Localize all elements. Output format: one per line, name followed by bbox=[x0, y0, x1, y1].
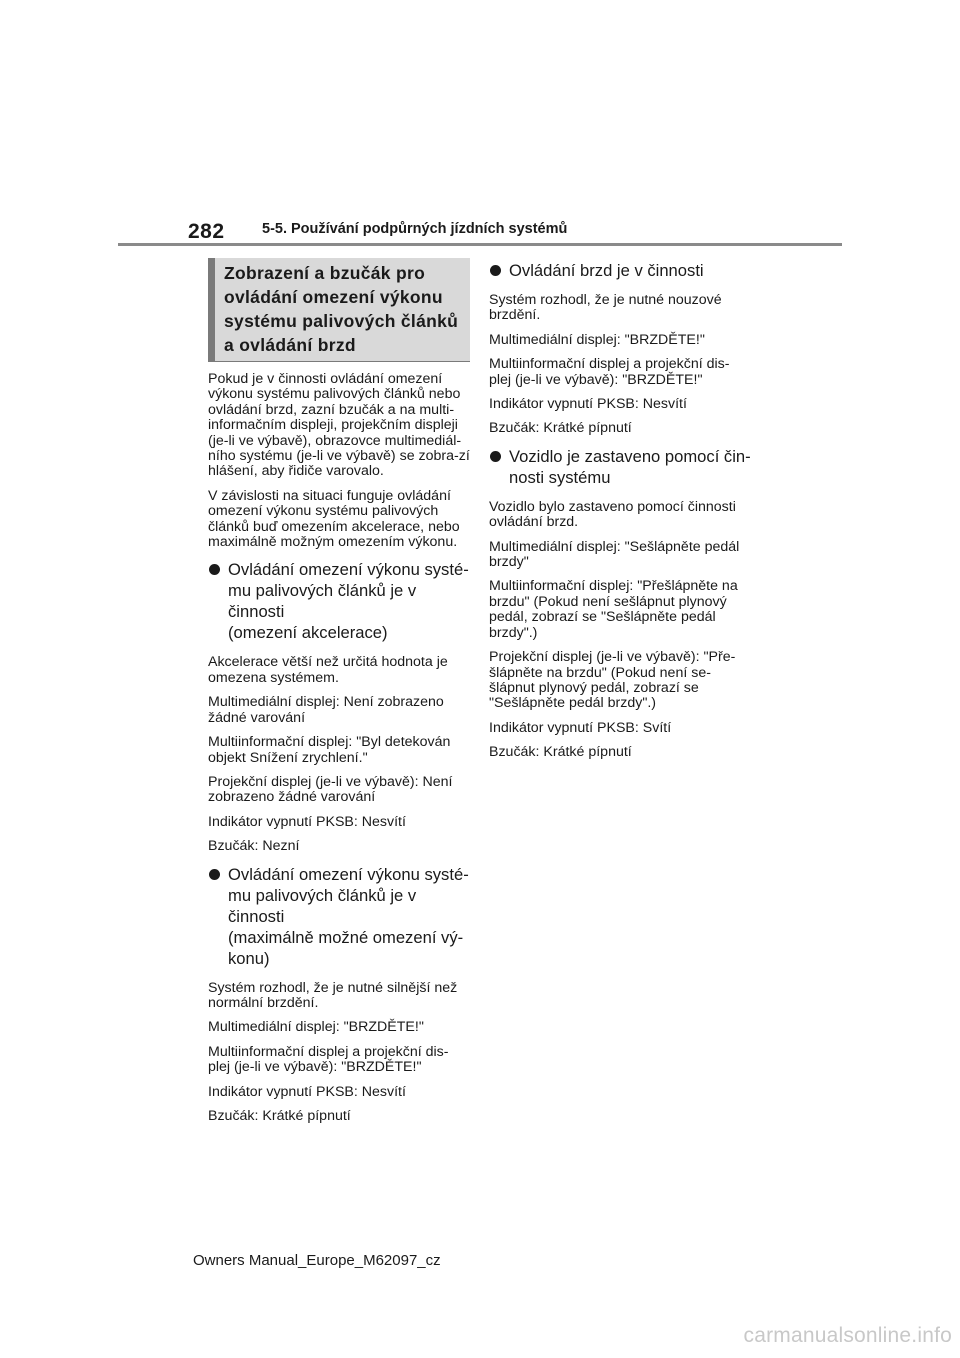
detail-line: Multimediální displej: Není zobrazeno žádné varování bbox=[208, 694, 444, 726]
bullet-dot-icon bbox=[490, 451, 501, 462]
bullet-heading-line: Ovládání omezení výkonu systé- bbox=[228, 560, 469, 580]
detail-line: Vozidlo bylo zastaveno pomocí činnosti ovládání brzd. bbox=[489, 498, 736, 531]
detail-line: Multiinformační displej a projekční dis-plej (je-li ve výbavě): "BRZDĚTE!" bbox=[489, 356, 730, 388]
detail-line: Indikátor vypnutí PKSB: Svítí bbox=[489, 719, 672, 736]
bullet-heading-vehicle-stopped bbox=[489, 446, 751, 488]
bullet-dot-icon bbox=[490, 265, 501, 276]
heading-line: systému palivových článků bbox=[224, 311, 459, 331]
bullet-heading-line: (omezení akcelerace) bbox=[228, 623, 388, 643]
heading-line: ovládání omezení výkonu bbox=[224, 287, 443, 307]
bullet-heading-line: mu palivových článků je v činnosti bbox=[228, 581, 417, 622]
detail-line: Bzučák: Krátké pípnutí bbox=[489, 744, 632, 761]
detail-line: Indikátor vypnutí PKSB: Nesvítí bbox=[489, 396, 687, 413]
bullet-heading-max-power-limit bbox=[208, 864, 470, 969]
header-divider bbox=[118, 243, 842, 246]
bullet-heading-line: Ovládání brzd je v činnosti bbox=[509, 261, 704, 280]
detail-line: Systém rozhodl, že je nutné silnější než normální brzdění. bbox=[208, 979, 458, 1011]
detail-line: Projekční displej (je-li ve výbavě): Není zobrazeno žádné varování bbox=[208, 773, 453, 806]
bullet-heading-line: nosti systému bbox=[509, 467, 611, 487]
detail-line: Projekční displej (je-li ve výbavě): "Pře-šlápněte na brzdu" (Pokud není se-šlápnut plynový pedál, zobrazí se "Sešlápněte pedál brzdy".) bbox=[489, 649, 736, 712]
bullet-heading-line: Vozidlo je zastaveno pomocí čin- bbox=[509, 446, 751, 466]
detail-line: Multimediální displej: "BRZDĚTE!" bbox=[208, 1019, 424, 1036]
right-column bbox=[489, 258, 751, 770]
heading-line: Zobrazení a bzučák pro bbox=[224, 263, 426, 283]
detail-line: Multiinformační displej: "Přešlápněte na brzdu" (Pokud není sešlápnut plynový pedál, zobrazí se "Sešlápněte pedál brzdy".) bbox=[489, 578, 738, 641]
section-heading-box bbox=[208, 258, 470, 362]
detail-line: Indikátor vypnutí PKSB: Nesvítí bbox=[208, 813, 406, 830]
detail-line: Bzučák: Nezní bbox=[208, 838, 300, 855]
intro-paragraph: Pokud je v činnosti ovládání omezení výkonu systému palivových článků nebo ovládání brzd, zazní bzučák a na multi-informačním displeji, projekčním displeji (je-li ve výbavě), obrazovce multimediál-ního systému (je-li ve výbavě) se zobra-zí hlášení, aby řidiče varovalo. bbox=[208, 371, 470, 480]
bullet-heading-line: konu) bbox=[228, 948, 270, 968]
detail-line: Multimediální displej: "BRZDĚTE!" bbox=[489, 331, 705, 348]
footer-manual-id: Owners Manual_Europe_M62097_cz bbox=[193, 1252, 441, 1269]
detail-line: Indikátor vypnutí PKSB: Nesvítí bbox=[208, 1083, 406, 1100]
section-title: 5-5. Používání podpůrných jízdních systémů bbox=[262, 221, 568, 237]
bullet-heading-line: (maximálně možné omezení vý- bbox=[228, 927, 464, 947]
detail-line: Multimediální displej: "Sešlápněte pedál brzdy" bbox=[489, 538, 740, 571]
bullet-heading-line: mu palivových článků je v činnosti bbox=[228, 885, 417, 926]
detail-line: Multiinformační displej a projekční dis-plej (je-li ve výbavě): "BRZDĚTE!" bbox=[208, 1043, 449, 1076]
page-number: 282 bbox=[188, 220, 225, 243]
bullet-dot-icon bbox=[209, 869, 220, 880]
detail-line: Systém rozhodl, že je nutné nouzové brzdění. bbox=[489, 292, 722, 324]
watermark: carmanualsonline.info bbox=[743, 1324, 952, 1347]
detail-line: Bzučák: Krátké pípnutí bbox=[208, 1107, 351, 1124]
intro-paragraph: V závislosti na situaci funguje ovládání omezení výkonu systému palivových článků buď omezením akcelerace, nebo maximálně možným omezením výkonu. bbox=[208, 487, 460, 551]
detail-line: Bzučák: Krátké pípnutí bbox=[489, 420, 632, 437]
bullet-heading-line: Ovládání omezení výkonu systé- bbox=[228, 864, 469, 884]
bullet-heading-acceleration-limit bbox=[208, 559, 470, 643]
bullet-heading-brake-control bbox=[489, 260, 751, 281]
left-column bbox=[208, 258, 470, 1133]
heading-line: a ovládání brzd bbox=[224, 335, 356, 355]
bullet-dot-icon bbox=[209, 564, 220, 575]
detail-line: Multiinformační displej: "Byl detekován objekt Snížení zrychlení." bbox=[208, 734, 451, 766]
detail-line: Akcelerace větší než určitá hodnota je omezena systémem. bbox=[208, 654, 448, 686]
